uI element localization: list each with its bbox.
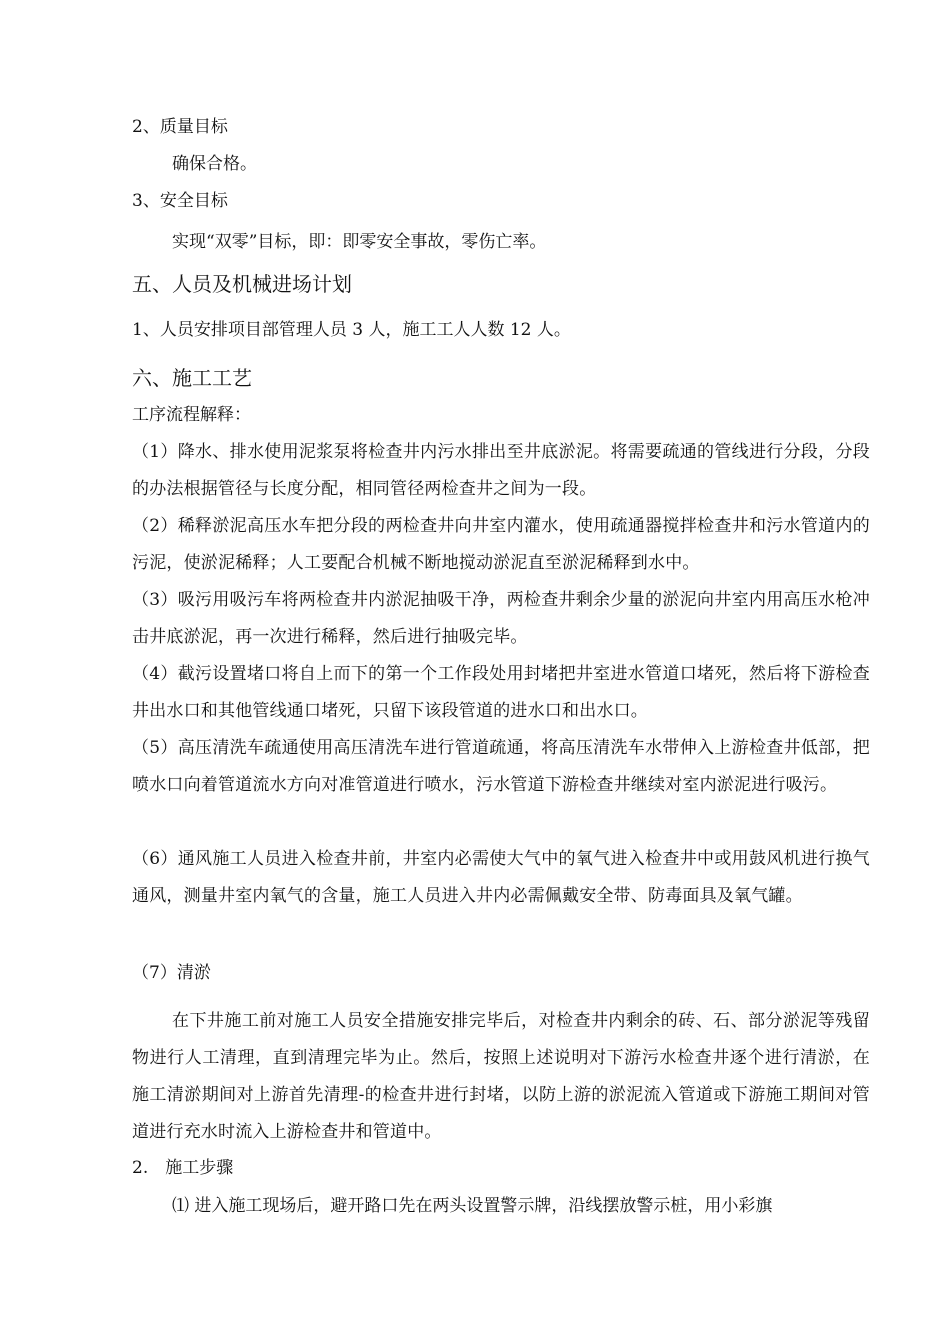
section6-heading: 六、施工工艺 [132,366,252,390]
construction-steps-heading: 2. 施工步骤 [132,1158,234,1178]
process-step-4: （4）截污设置堵口将自上而下的第一个工作段处用封堵把井室进水管道口堵死，然后将下游检查井出水口和其他管线通口堵死，只留下该段管道的进水口和出水口。 [132,664,870,721]
construction-step-1: ⑴ 进入施工现场后，避开路口先在两头设置警示牌，沿线摆放警示桩，用小彩旗 [172,1196,773,1216]
quality-goal-text: 确保合格。 [172,154,257,174]
process-step-5: （5）高压清洗车疏通使用高压清洗车进行管道疏通，将高压清洗车水带伸入上游检查井低部，把喷水口向着管道流水方向对准管道进行喷水，污水管道下游检查井继续对室内淤泥进行吸污。 [132,738,870,795]
process-intro: 工序流程解释： [132,405,251,425]
process-step-7-heading: （7）清淤 [132,963,211,983]
process-step-1: （1）降水、排水使用泥浆泵将检查井内污水排出至井底淤泥。将需要疏通的管线进行分段，分段的办法根据管径与长度分配，相同管径两检查井之间为一段。 [132,442,870,499]
process-step-2: （2）稀释淤泥高压水车把分段的两检查井向井室内灌水，使用疏通器搅拌检查井和污水管道内的污泥，使淤泥稀释；人工要配合机械不断地搅动淤泥直至淤泥稀释到水中。 [132,516,870,573]
quality-goal-heading: 2、质量目标 [132,117,228,137]
safety-goal-heading: 3、安全目标 [132,191,228,211]
section5-staffing-text: 1、人员安排项目部管理人员 3 人，施工工人人数 12 人。 [132,320,571,340]
process-step-6: （6）通风施工人员进入检查井前，井室内必需使大气中的氧气进入检查井中或用鼓风机进行换气通风，测量井室内氧气的含量，施工人员进入井内必需佩戴安全带、防毒面具及氧气罐。 [132,849,870,906]
safety-goal-text: 实现“双零”目标，即：即零安全事故，零伤亡率。 [172,232,547,252]
process-step-3: （3）吸污用吸污车将两检查井内淤泥抽吸干净，两检查井剩余少量的淤泥向井室内用高压水枪冲击井底淤泥，再一次进行稀释，然后进行抽吸完毕。 [132,590,870,647]
section5-heading: 五、人员及机械进场计划 [132,272,352,296]
process-step-7-text: 在下井施工前对施工人员安全措施安排完毕后，对检查井内剩余的砖、石、部分淤泥等残留物进行人工清理，直到清理完毕为止。然后，按照上述说明对下游污水检查井逐个进行清淤，在施工清淤期间对上游首先清理-的检查井进行封堵，以防上游的淤泥流入管道或下游施工期间对管道进行充水时流入上游检查井和管道中。 [132,1011,870,1142]
